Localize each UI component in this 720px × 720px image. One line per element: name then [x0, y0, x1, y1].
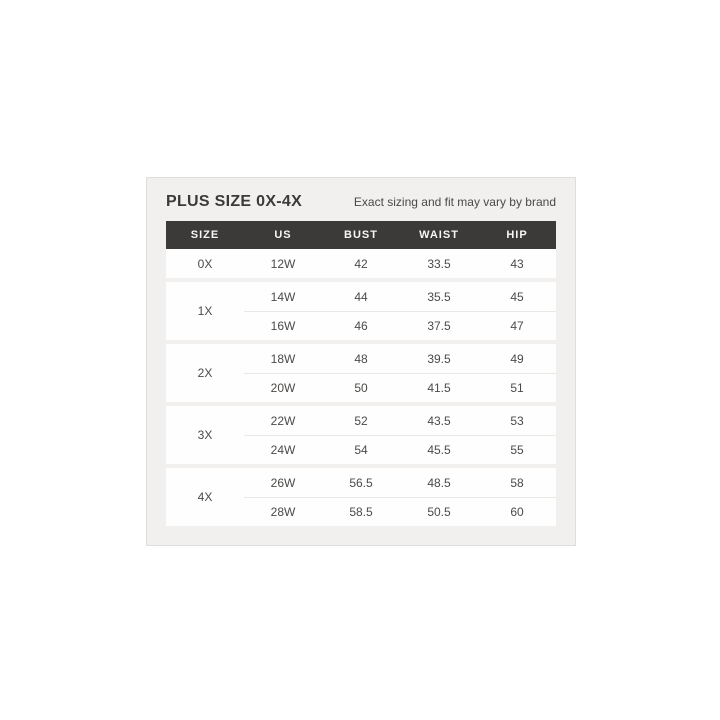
size-group-label: 2X — [197, 366, 213, 380]
table-row — [244, 282, 556, 311]
table-row — [244, 468, 556, 497]
cell-waist: 35.5 — [427, 289, 451, 304]
cell-bust: 56.5 — [349, 475, 373, 490]
panel-title: PLUS SIZE 0X-4X — [166, 193, 303, 210]
table-row — [244, 497, 556, 526]
size-group — [166, 344, 556, 402]
table-header-row — [166, 221, 556, 249]
cell-hip: 49 — [510, 351, 524, 366]
cell-hip: 45 — [510, 289, 524, 304]
table-body — [166, 249, 556, 526]
size-group — [166, 249, 556, 278]
cell-hip: 53 — [510, 413, 524, 428]
cell-waist: 41.5 — [427, 381, 451, 395]
column-header-size: SIZE — [190, 229, 220, 241]
size-group — [166, 282, 556, 340]
cell-bust: 50 — [354, 381, 368, 395]
cell-us: 26W — [270, 475, 296, 490]
cell-us: 14W — [270, 289, 296, 304]
table-row — [244, 311, 556, 340]
cell-waist: 39.5 — [427, 351, 451, 366]
cell-bust: 44 — [354, 289, 368, 304]
cell-bust: 46 — [354, 319, 368, 333]
cell-bust: 48 — [354, 351, 368, 366]
size-group — [166, 406, 556, 464]
cell-waist: 50.5 — [427, 505, 451, 519]
size-chart-panel — [146, 177, 576, 546]
table-row — [244, 373, 556, 402]
cell-hip: 51 — [510, 381, 524, 395]
cell-us: 22W — [270, 413, 296, 428]
table-row — [244, 435, 556, 464]
column-header-hip: HIP — [506, 229, 528, 241]
cell-us: 16W — [270, 319, 296, 333]
size-group-label: 3X — [197, 428, 213, 442]
cell-us: 18W — [270, 351, 296, 366]
cell-waist: 45.5 — [427, 443, 451, 457]
cell-hip: 55 — [510, 443, 524, 457]
cell-bust: 42 — [354, 256, 368, 271]
cell-hip: 58 — [510, 475, 524, 490]
size-group-rows — [244, 249, 556, 278]
size-group-rows — [244, 406, 556, 464]
cell-waist: 48.5 — [427, 475, 451, 490]
cell-bust: 52 — [354, 413, 368, 428]
cell-us: 12W — [270, 256, 296, 271]
size-group-rows — [244, 282, 556, 340]
column-header-us: US — [274, 229, 292, 241]
cell-waist: 33.5 — [427, 256, 451, 271]
column-header-waist: WAIST — [419, 229, 459, 241]
size-group — [166, 468, 556, 526]
cell-hip: 43 — [510, 256, 524, 271]
fit-disclaimer: Exact sizing and fit may vary by brand — [353, 195, 556, 209]
table-row — [244, 249, 556, 278]
cell-waist: 43.5 — [427, 413, 451, 428]
cell-hip: 60 — [510, 505, 524, 519]
cell-hip: 47 — [510, 319, 524, 333]
size-group-label: 0X — [197, 256, 213, 271]
cell-bust: 58.5 — [349, 505, 373, 519]
cell-waist: 37.5 — [427, 319, 451, 333]
table-row — [244, 344, 556, 373]
cell-us: 28W — [270, 505, 296, 519]
cell-bust: 54 — [354, 443, 368, 457]
size-group-rows — [244, 468, 556, 526]
cell-us: 20W — [270, 381, 296, 395]
column-header-bust: BUST — [344, 229, 378, 241]
cell-us: 24W — [270, 443, 296, 457]
size-group-label: 4X — [197, 490, 213, 504]
panel-header — [166, 193, 556, 213]
size-group-label: 1X — [197, 304, 213, 318]
table-row — [244, 406, 556, 435]
size-group-rows — [244, 344, 556, 402]
